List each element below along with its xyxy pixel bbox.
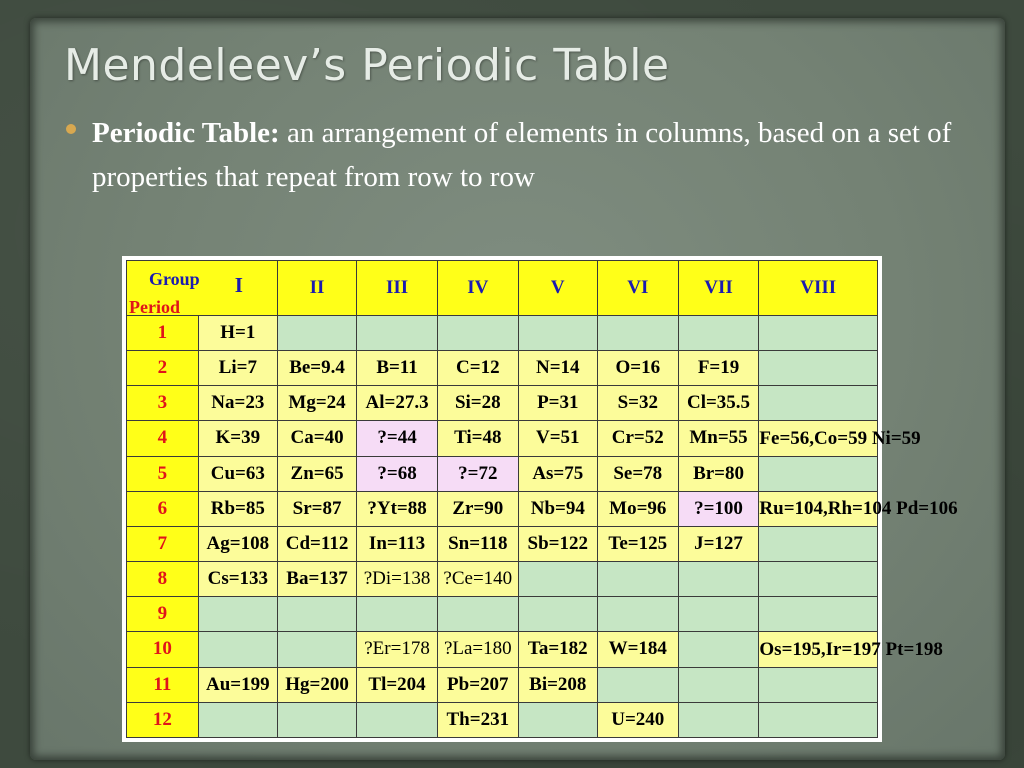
element-cell: B=11 [357, 351, 438, 386]
element-cell: ?=44 [357, 421, 438, 456]
group-period-header [127, 261, 278, 316]
empty-cell [678, 562, 759, 597]
element-cell: Cu=63 [198, 456, 277, 491]
element-cell: Os=195,Ir=197 Pt=198 [759, 632, 878, 667]
element-cell: Zr=90 [437, 491, 518, 526]
empty-cell [597, 667, 678, 702]
group-header-7: VII [678, 261, 759, 316]
periodic-table-image [122, 256, 958, 742]
element-cell: W=184 [597, 632, 678, 667]
empty-cell [437, 315, 518, 350]
empty-cell [597, 597, 678, 632]
empty-cell [198, 702, 277, 737]
table-header-row [127, 261, 878, 316]
empty-cell [277, 597, 356, 632]
element-cell: J=127 [678, 526, 759, 561]
element-cell: ?=68 [357, 456, 438, 491]
bullet-icon [66, 124, 76, 134]
slide-title: Mendeleev’s Periodic Table [64, 40, 670, 91]
empty-cell [198, 632, 277, 667]
empty-cell [277, 632, 356, 667]
period-number: 6 [127, 491, 199, 526]
empty-cell [597, 315, 678, 350]
table-row [127, 562, 878, 597]
element-cell: Sr=87 [277, 491, 356, 526]
element-cell: Na=23 [198, 386, 277, 421]
element-cell: C=12 [437, 351, 518, 386]
empty-cell [518, 597, 597, 632]
element-cell: Mn=55 [678, 421, 759, 456]
element-cell: K=39 [198, 421, 277, 456]
element-cell: O=16 [597, 351, 678, 386]
element-cell: Ti=48 [437, 421, 518, 456]
element-cell: Se=78 [597, 456, 678, 491]
element-cell: ?=100 [678, 491, 759, 526]
empty-cell [277, 702, 356, 737]
empty-cell [759, 667, 878, 702]
element-cell: Pb=207 [437, 667, 518, 702]
group-header-4: IV [437, 261, 518, 316]
element-cell: H=1 [198, 315, 277, 350]
period-number: 12 [127, 702, 199, 737]
table-row [127, 315, 878, 350]
empty-cell [678, 632, 759, 667]
table-row [127, 702, 878, 737]
period-number: 5 [127, 456, 199, 491]
empty-cell [198, 597, 277, 632]
group-header-6: VI [597, 261, 678, 316]
period-number: 8 [127, 562, 199, 597]
element-cell: Rb=85 [198, 491, 277, 526]
element-cell: Zn=65 [277, 456, 356, 491]
element-cell: Cs=133 [198, 562, 277, 597]
empty-cell [759, 456, 878, 491]
empty-cell [518, 562, 597, 597]
period-number: 11 [127, 667, 199, 702]
period-number: 4 [127, 421, 199, 456]
element-cell: Mg=24 [277, 386, 356, 421]
bullet-definition: an arrangement of elements in columns, based on a set of properties that repeat from row to row [92, 117, 952, 193]
bullet-text [92, 111, 962, 199]
empty-cell [759, 562, 878, 597]
element-cell: Th=231 [437, 702, 518, 737]
empty-cell [357, 702, 438, 737]
period-number: 3 [127, 386, 199, 421]
table-row [127, 421, 878, 456]
group-header-2: II [277, 261, 356, 316]
element-cell: Te=125 [597, 526, 678, 561]
element-cell: P=31 [518, 386, 597, 421]
empty-cell [759, 315, 878, 350]
element-cell: Sb=122 [518, 526, 597, 561]
element-cell: Ag=108 [198, 526, 277, 561]
element-cell: In=113 [357, 526, 438, 561]
element-cell: Fe=56,Co=59 Ni=59 [759, 421, 878, 456]
element-cell: ?Er=178 [357, 632, 438, 667]
empty-cell [678, 702, 759, 737]
element-cell: Ru=104,Rh=104 Pd=106 [759, 491, 878, 526]
table-row [127, 351, 878, 386]
periodic-table [126, 260, 958, 738]
element-cell: ?La=180 [437, 632, 518, 667]
element-cell: ?Yt=88 [357, 491, 438, 526]
element-cell: Nb=94 [518, 491, 597, 526]
empty-cell [678, 315, 759, 350]
element-cell: Bi=208 [518, 667, 597, 702]
element-cell: Ca=40 [277, 421, 356, 456]
table-row [127, 667, 878, 702]
element-cell: Cl=35.5 [678, 386, 759, 421]
group-label: Group [149, 269, 200, 289]
empty-cell [597, 562, 678, 597]
empty-cell [518, 702, 597, 737]
table-row [127, 526, 878, 561]
empty-cell [678, 597, 759, 632]
group-header-5: V [518, 261, 597, 316]
empty-cell [518, 315, 597, 350]
element-cell: Li=7 [198, 351, 277, 386]
period-number: 9 [127, 597, 199, 632]
element-cell: ?Ce=140 [437, 562, 518, 597]
empty-cell [678, 667, 759, 702]
empty-cell [437, 597, 518, 632]
empty-cell [759, 702, 878, 737]
element-cell: Ba=137 [277, 562, 356, 597]
group-header-3: III [357, 261, 438, 316]
element-cell: Hg=200 [277, 667, 356, 702]
period-label: Period [129, 297, 180, 317]
element-cell: S=32 [597, 386, 678, 421]
element-cell: As=75 [518, 456, 597, 491]
element-cell: F=19 [678, 351, 759, 386]
element-cell: Ta=182 [518, 632, 597, 667]
empty-cell [759, 351, 878, 386]
element-cell: Si=28 [437, 386, 518, 421]
element-cell: Al=27.3 [357, 386, 438, 421]
empty-cell [759, 386, 878, 421]
element-cell: Cd=112 [277, 526, 356, 561]
bullet-term: Periodic Table: [92, 117, 280, 149]
element-cell: Br=80 [678, 456, 759, 491]
empty-cell [759, 597, 878, 632]
element-cell: Mo=96 [597, 491, 678, 526]
period-number: 1 [127, 315, 199, 350]
period-number: 2 [127, 351, 199, 386]
element-cell: Sn=118 [437, 526, 518, 561]
element-cell: N=14 [518, 351, 597, 386]
element-cell: ?=72 [437, 456, 518, 491]
group-header-8: VIII [759, 261, 878, 316]
element-cell: U=240 [597, 702, 678, 737]
element-cell: ?Di=138 [357, 562, 438, 597]
element-cell: Tl=204 [357, 667, 438, 702]
table-row [127, 491, 878, 526]
empty-cell [277, 315, 356, 350]
element-cell: Cr=52 [597, 421, 678, 456]
period-number: 7 [127, 526, 199, 561]
table-row [127, 456, 878, 491]
element-cell: V=51 [518, 421, 597, 456]
empty-cell [357, 315, 438, 350]
empty-cell [357, 597, 438, 632]
element-cell: Be=9.4 [277, 351, 356, 386]
table-row [127, 386, 878, 421]
period-number: 10 [127, 632, 199, 667]
table-row [127, 597, 878, 632]
table-row [127, 632, 878, 667]
group-header-1: I [234, 273, 243, 297]
element-cell: Au=199 [198, 667, 277, 702]
empty-cell [759, 526, 878, 561]
